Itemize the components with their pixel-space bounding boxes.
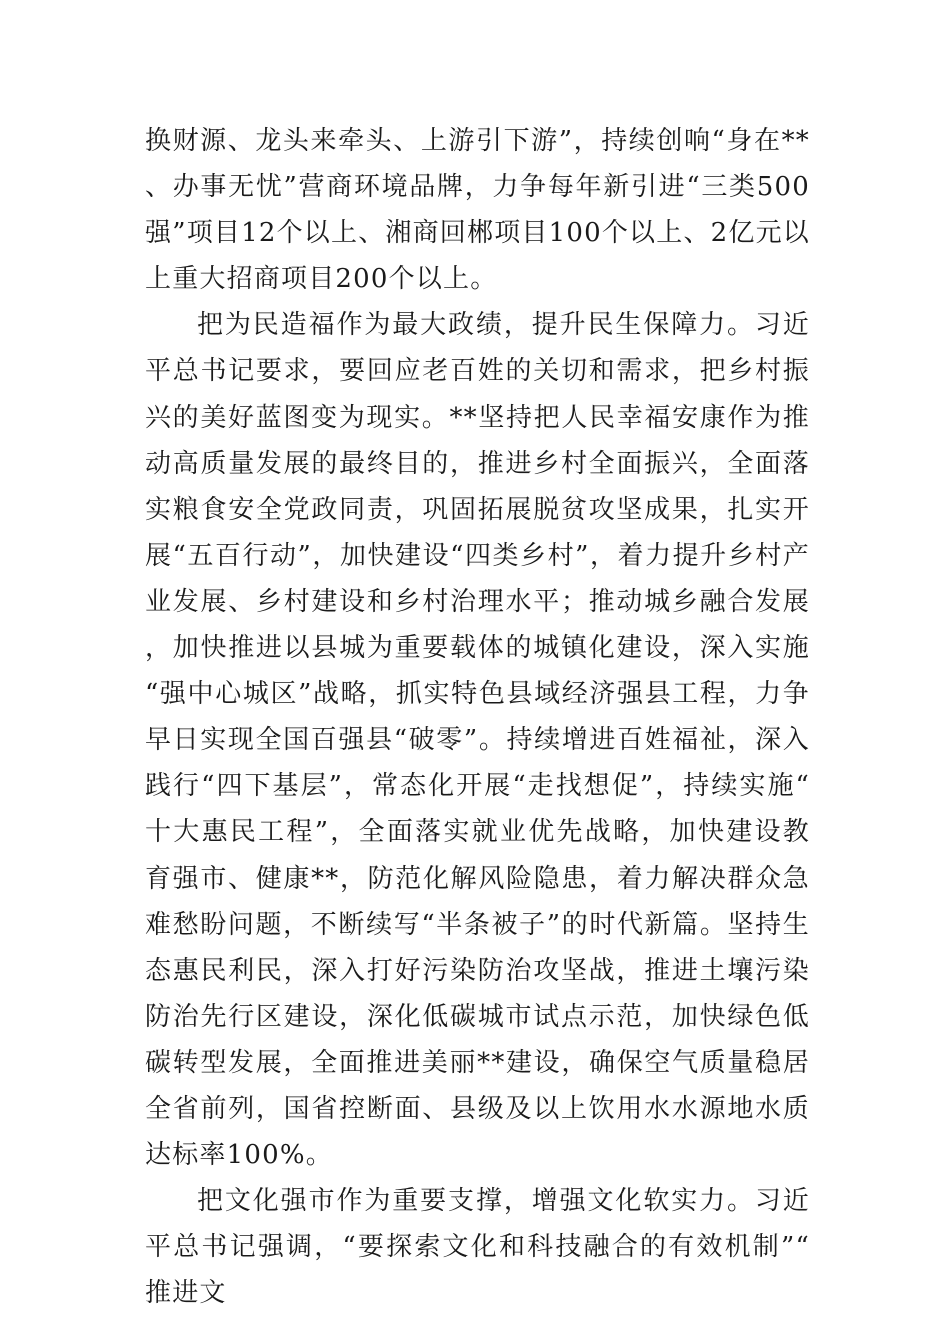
paragraph-1: 换财源、龙头来牵头、上游引下游”，持续创响“身在**、办事无忧”营商环境品牌，力争每年新引进“三类500强”项目12个以上、湘商回郴项目100个以上、2亿元以上重大招商项目200个以上。 [145,126,810,295]
document-body [145,118,810,1316]
paragraph-3: 把文化强市作为重要支撑，增强文化软实力。习近平总书记强调，“要探索文化和科技融合的有效机制”“推进文 [145,1186,810,1309]
paragraph-2: 把为民造福作为最大政绩，提升民生保障力。习近平总书记要求，要回应老百姓的关切和需求，把乡村振兴的美好蓝图变为现实。**坚持把人民幸福安康作为推动高质量发展的最终目的，推进乡村全面振兴，全面落实粮食安全党政同责，巩固拓展脱贫攻坚成果，扎实开展“五百行动”，加快建设“四类乡村”，着力提升乡村产业发展、乡村建设和乡村治理水平；推动城乡融合发展，加快推进以县城为重要载体的城镇化建设，深入实施“强中心城区”战略，抓实特色县域经济强县工程，力争早日实现全国百强县“破零”。持续增进百姓福祉，深入践行“四下基层”，常态化开展“走找想促”，持续实施“十大惠民工程”，全面落实就业优先战略，加快建设教育强市、健康**，防范化解风险隐患，着力解决群众急难愁盼问题，不断续写“半条被子”的时代新篇。坚持生态惠民利民，深入打好污染防治攻坚战，推进土壤污染防治先行区建设，深化低碳城市试点示范，加快绿色低碳转型发展，全面推进美丽**建设，确保空气质量稳居全省前列，国省控断面、县级及以上饮用水水源地水质达标率100%。 [145,310,810,1171]
